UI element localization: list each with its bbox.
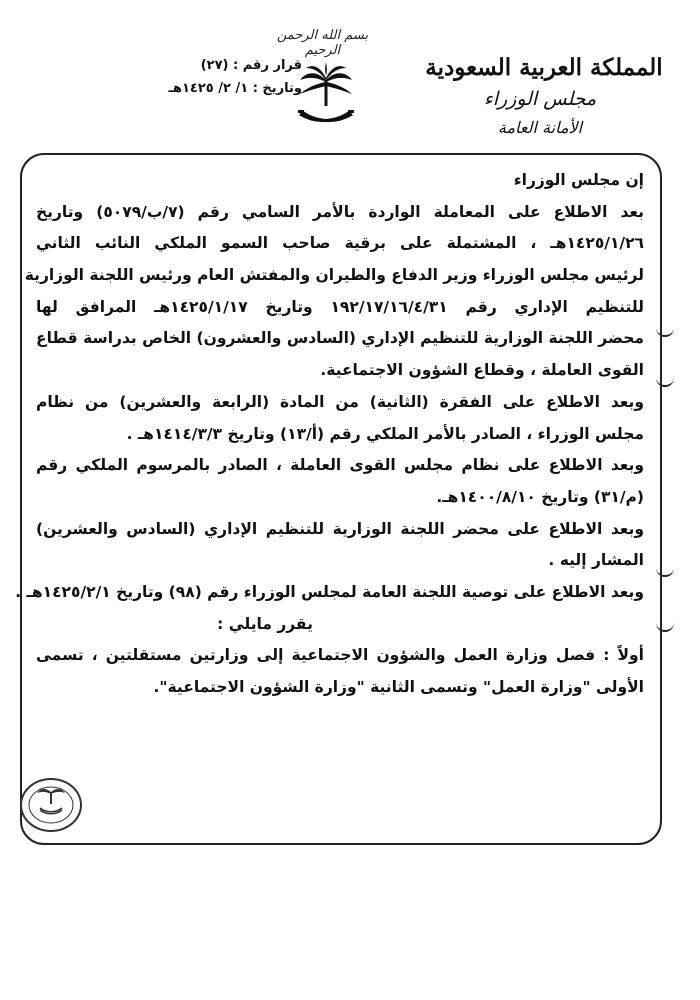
basmala: بسم الله الرحمن الرحيم — [276, 28, 369, 58]
body-line: القوى العاملة ، وقطاع الشؤون الاجتماعية. — [320, 361, 644, 380]
decision-date: وتاريخ : ١/ ٢/ ١٤٢٥هـ — [168, 81, 302, 96]
margin-mark — [656, 375, 674, 387]
body-line: مجلس الوزراء ، الصادر بالأمر الملكي رقم (أ/١٣) وتاريخ ١٤١٤/٣/٣هـ . — [126, 424, 644, 443]
resolution-heading: يقرر مايلي : — [217, 614, 313, 633]
margin-mark — [656, 565, 674, 577]
decision-body — [15, 165, 645, 704]
body-line: (م/٣١) وتاريخ ١٤٠٠/٨/١٠هـ. — [436, 487, 644, 506]
body-line: محضر اللجنة الوزارية للتنظيم الإداري (السادس والعشرون) الخاص بدراسة قطاع — [36, 329, 644, 348]
body-line: وبعد الاطلاع على توصية اللجنة العامة لمجلس الوزراء رقم (٩٨) وتاريخ ١٤٢٥/٢/١هـ . — [15, 582, 644, 601]
body-line: أولاً : فصل وزارة العمل والشؤون الاجتماعية إلى وزارتين مستقلتين ، تسمى — [36, 646, 644, 665]
kingdom-title: المملكة العربية السعودية — [425, 54, 663, 81]
body-line: إن مجلس الوزراء — [513, 171, 644, 189]
body-line: وبعد الاطلاع على نظام مجلس القوى العاملة ، الصادر بالمرسوم الملكي رقم — [36, 456, 644, 475]
secretariat-title: الأمانة العامة — [497, 118, 583, 137]
margin-mark — [656, 325, 674, 337]
body-line: وبعد الاطلاع على محضر اللجنة الوزارية للتنظيم الإداري (السادس والعشرين) — [36, 519, 644, 538]
body-line: الأولى "وزارة العمل" وتسمى الثانية "وزارة الشؤون الاجتماعية". — [153, 678, 644, 696]
body-line: ١٤٢٥/١/٢٦هـ ، المشتملة على برقية صاحب السمو الملكي النائب الثاني — [36, 234, 644, 253]
decision-number: قرار رقم : (٢٧) — [200, 58, 302, 73]
palm-swords-emblem-icon — [296, 62, 356, 130]
body-line: لرئيس مجلس الوزراء وزير الدفاع والطيران والمفتش العام ورئيس اللجنة الوزارية — [24, 266, 644, 285]
council-title: مجلس الوزراء — [483, 88, 597, 110]
body-line: وبعد الاطلاع على الفقرة (الثانية) من المادة (الرابعة والعشرين) من نظام — [36, 392, 644, 411]
official-seal-icon — [20, 778, 82, 832]
body-line: بعد الاطلاع على المعاملة الواردة بالأمر السامي رقم (٧/ب/٥٠٧٩) وتاريخ — [36, 202, 645, 221]
body-line: للتنظيم الإداري رقم ١٩٢/١٧/١٦/٤/٣١ وتاريخ ١٤٢٥/١/١٧هـ المرافق لها — [36, 297, 644, 316]
margin-mark — [656, 620, 674, 632]
body-line: المشار إليه . — [548, 551, 644, 570]
